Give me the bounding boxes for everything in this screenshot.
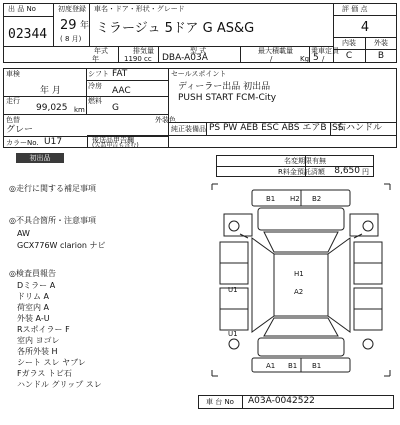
notes-title-defects: ◎不具合箇所・注意事項 <box>9 216 96 225</box>
divider <box>118 46 119 63</box>
divider <box>168 68 169 148</box>
damage-mark: U1 <box>228 286 238 294</box>
inspector-item: Rスポイラー F <box>17 325 70 334</box>
ac-value: AAC <box>112 86 131 96</box>
equip-value: PS PW AEB ESC ABS エアB ISS <box>209 123 344 133</box>
inspection-value: 年 月 <box>40 86 61 96</box>
mileage-label: 走行 <box>6 97 20 105</box>
load-value: / <box>270 55 273 63</box>
divider <box>86 68 87 114</box>
color-value: グレー <box>6 125 34 135</box>
inspector-item: シート スレ ヤブレ <box>17 358 86 367</box>
divider <box>3 136 168 137</box>
model-value: DBA-A03A <box>162 53 208 63</box>
inspector-item: ドリム A <box>17 292 50 301</box>
damage-mark: A2 <box>294 288 304 296</box>
score-label: 評 価 点 <box>342 5 368 13</box>
divider <box>53 3 54 46</box>
ac-label: 冷房 <box>88 82 102 90</box>
damage-mark: U1 <box>228 330 238 338</box>
first-reg-label: 初度登録 <box>58 5 86 13</box>
displacement-label: 排気量 <box>133 47 154 55</box>
divider <box>333 15 397 16</box>
lot-number: 02344 <box>8 27 48 42</box>
notes-line-navi: GCX776W clarion ナビ <box>17 241 106 250</box>
equip-label: 純正装備品 <box>171 125 206 133</box>
load-unit: Kg <box>300 55 310 63</box>
divider <box>333 49 397 50</box>
divider <box>3 114 168 115</box>
divider <box>330 122 331 135</box>
car-damage-diagram <box>208 180 394 380</box>
handle-value: 右ハンドル <box>337 123 383 133</box>
exterior-label: 外装 <box>374 39 388 47</box>
inspector-item: 外装 A-U <box>17 314 50 323</box>
capacity-label: 乗車定員 <box>311 47 339 55</box>
inspector-item: ハンドル グリップ スレ <box>17 380 102 389</box>
spec-type-label: 年式 <box>94 47 108 55</box>
year-unit: 年 <box>80 21 90 31</box>
shift-label: シフト <box>88 70 109 78</box>
spec-type-value: 年 <box>92 55 99 63</box>
mileage-value: 99,025 <box>36 103 68 113</box>
inspector-items <box>17 280 102 390</box>
fuel-label: 燃料 <box>88 97 102 105</box>
selling-line2: PUSH START FCM-City <box>178 93 277 103</box>
color-label: 色替 <box>6 116 20 124</box>
damage-mark: B1 <box>288 362 298 370</box>
inspector-item: Dミラー A <box>17 281 56 290</box>
divider <box>158 46 159 63</box>
chassis-label: 車 台 No <box>206 398 234 406</box>
notes-title-inspector: ◎検査員報告 <box>9 269 56 278</box>
selling-line1: ディーラー出品 初出品 <box>178 82 271 92</box>
damage-mark: B1 <box>312 362 322 370</box>
damage-mark: A1 <box>266 362 276 370</box>
score-value: 4 <box>360 20 370 35</box>
color-change-label: 外装色 <box>155 116 176 124</box>
inspector-item: Fガラス トビ石 <box>17 369 72 378</box>
model-label: 型 式 <box>190 47 207 55</box>
inspector-item: 室内 ヨゴレ <box>17 336 60 345</box>
recycle-decl-label: 後送品申告欄 <box>92 136 134 144</box>
divider <box>87 135 88 148</box>
damage-mark: H1 <box>294 270 304 278</box>
month-value: ( 8 月) <box>60 35 82 43</box>
displacement-value: 1190 cc <box>124 55 152 63</box>
first-listing-badge: 初出品 <box>16 153 64 163</box>
interior-grade: C <box>345 51 353 61</box>
divider <box>206 122 207 135</box>
damage-mark: B1 <box>266 195 276 203</box>
inspector-item: 荷室内 A <box>17 303 50 312</box>
notes-title-driving: ◎走行に関する補足事項 <box>9 184 96 193</box>
load-label: 最大積載量 <box>258 47 293 55</box>
mileage-unit: km <box>74 106 85 114</box>
recycle-fee-label: R料金預託済額 <box>278 168 325 176</box>
divider <box>3 16 54 17</box>
notes-line-aw: AW <box>17 229 30 238</box>
interior-label: 内装 <box>342 39 356 47</box>
divider <box>87 80 168 81</box>
inspector-item: 各所外装 H <box>17 347 58 356</box>
car-name: ミラージュ 5ドア G AS&G <box>96 21 255 36</box>
lot-label: 出 品 No <box>8 5 36 13</box>
color-no-value: U17 <box>44 137 63 147</box>
divider <box>240 46 241 63</box>
color-no-label: カラーNo. <box>6 139 39 147</box>
capacity-value: 5 <box>313 53 319 63</box>
fuel-value: G <box>112 103 119 113</box>
selling-label: セールスポイント <box>171 70 227 78</box>
shift-value: FAT <box>112 69 128 79</box>
divider <box>89 3 90 46</box>
year-value: 29 <box>60 18 77 33</box>
recycle-fee-unit: 円 <box>362 168 369 176</box>
name-change-label: 名変期限有無 <box>284 157 326 165</box>
recycle-fee-value: 8,650 <box>334 166 360 176</box>
divider <box>309 46 310 63</box>
inspection-label: 車検 <box>6 70 20 78</box>
damage-mark: B2 <box>312 195 322 203</box>
exterior-grade: B <box>377 51 385 61</box>
damage-mark: H2 <box>290 195 300 203</box>
recycle-decl-sub: (欠品申告も含む) <box>92 142 139 149</box>
capacity-unit: / <box>322 55 325 63</box>
chassis-value: A03A-0042522 <box>248 396 315 406</box>
car-label: 車名・ドア・形状・グレード <box>94 5 185 13</box>
divider <box>242 395 243 409</box>
